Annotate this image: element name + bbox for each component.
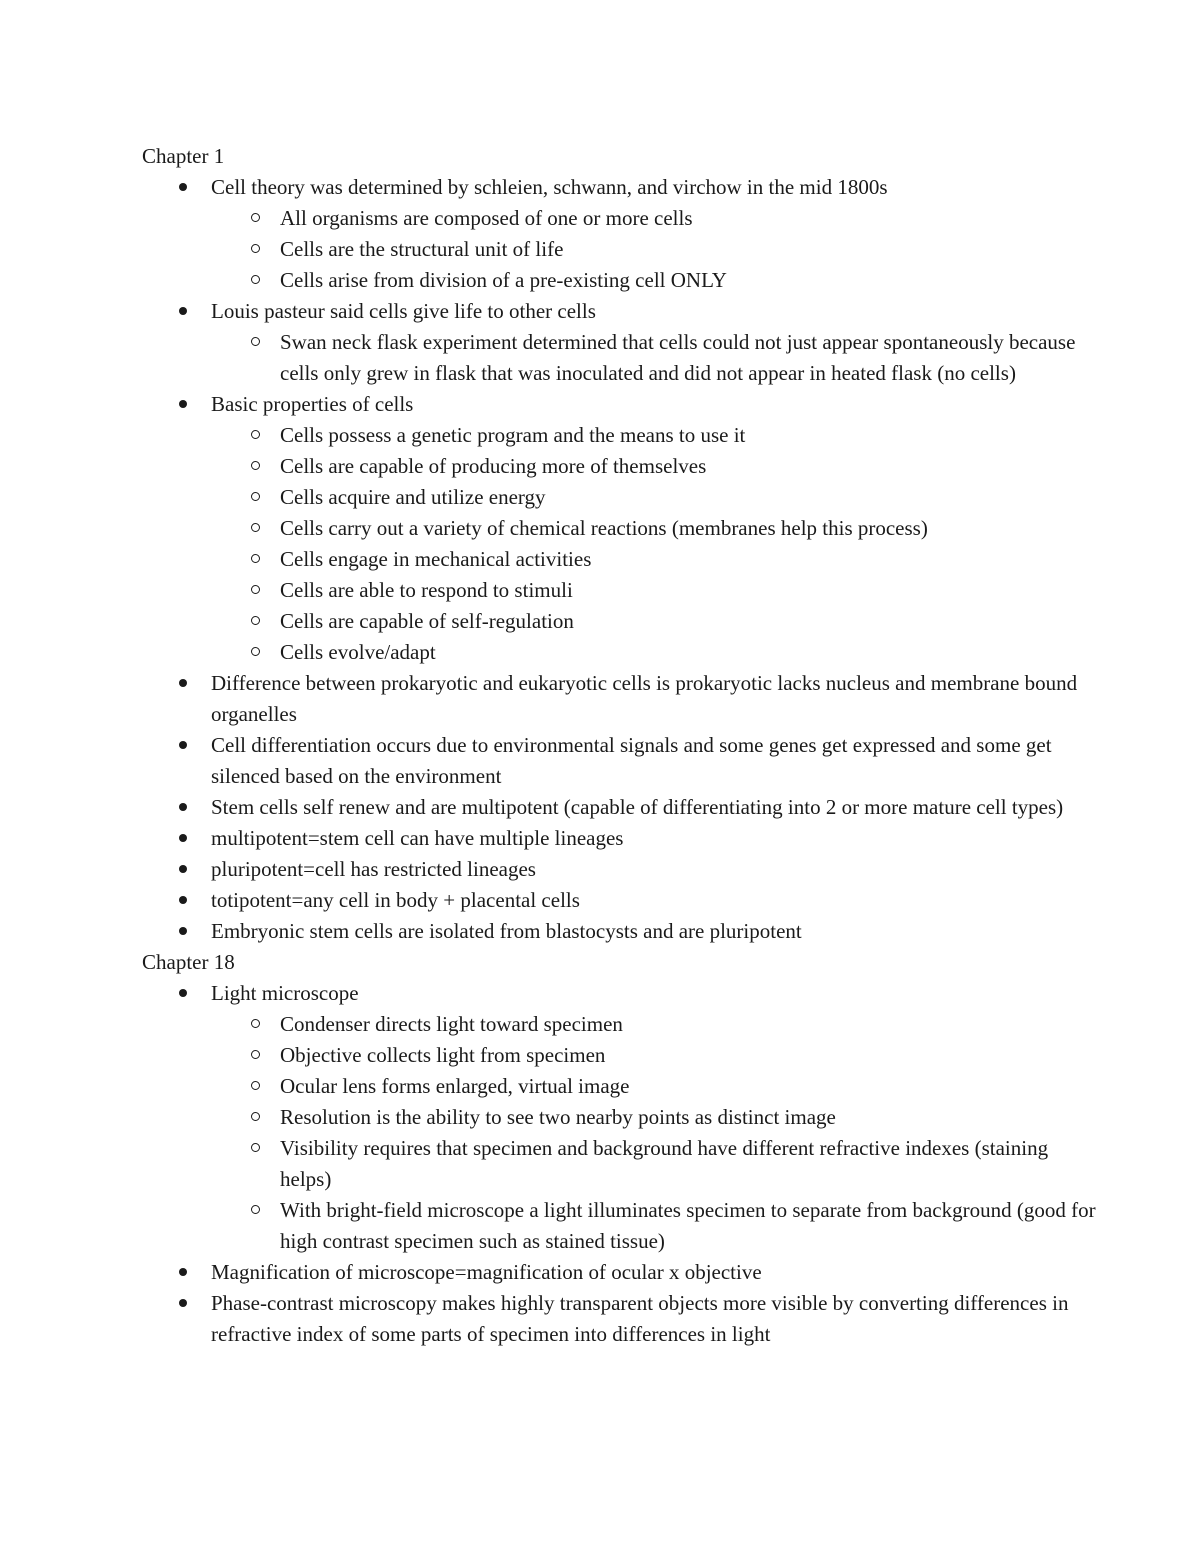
hollow-bullet-icon — [251, 430, 260, 439]
sub-bullet-item — [211, 513, 1102, 544]
filled-bullet-icon — [179, 834, 187, 842]
bullet-text: Cell differentiation occurs due to environmental signals and some genes get expressed and some get silenced based on the environment — [211, 733, 1052, 788]
sub-bullet-list — [211, 203, 1102, 296]
bullet-item — [142, 296, 1102, 389]
bullet-text: Magnification of microscope=magnification of ocular x objective — [211, 1260, 762, 1284]
bullet-text: Cell theory was determined by schleien, schwann, and virchow in the mid 1800s — [211, 175, 888, 199]
sub-bullet-item — [211, 1133, 1102, 1195]
bullet-list — [142, 978, 1102, 1350]
filled-bullet-icon — [179, 741, 187, 749]
bullet-item — [142, 792, 1102, 823]
sub-bullet-item — [211, 1195, 1102, 1257]
sub-bullet-list — [211, 420, 1102, 668]
filled-bullet-icon — [179, 896, 187, 904]
notes-content — [142, 141, 1102, 1350]
filled-bullet-icon — [179, 865, 187, 873]
bullet-item — [142, 172, 1102, 296]
bullet-item — [142, 1257, 1102, 1288]
bullet-item — [142, 854, 1102, 885]
hollow-bullet-icon — [251, 1143, 260, 1152]
sub-bullet-item — [211, 420, 1102, 451]
hollow-bullet-icon — [251, 585, 260, 594]
sub-bullet-item — [211, 606, 1102, 637]
hollow-bullet-icon — [251, 337, 260, 346]
hollow-bullet-icon — [251, 616, 260, 625]
sub-bullet-item — [211, 1071, 1102, 1102]
sub-bullet-text: Objective collects light from specimen — [280, 1043, 606, 1067]
bullet-text: Basic properties of cells — [211, 392, 414, 416]
bullet-text: Phase-contrast microscopy makes highly transparent objects more visible by converting differences in refractive index of some parts of specimen into differences in light — [211, 1291, 1069, 1346]
sub-bullet-text: Cells acquire and utilize energy — [280, 485, 546, 509]
sub-bullet-text: Cells are the structural unit of life — [280, 237, 564, 261]
sub-bullet-item — [211, 637, 1102, 668]
hollow-bullet-icon — [251, 244, 260, 253]
sub-bullet-item — [211, 265, 1102, 296]
bullet-item — [142, 916, 1102, 947]
sub-bullet-item — [211, 327, 1102, 389]
filled-bullet-icon — [179, 307, 187, 315]
filled-bullet-icon — [179, 679, 187, 687]
bullet-item — [142, 978, 1102, 1257]
hollow-bullet-icon — [251, 213, 260, 222]
sub-bullet-text: Condenser directs light toward specimen — [280, 1012, 623, 1036]
hollow-bullet-icon — [251, 275, 260, 284]
hollow-bullet-icon — [251, 523, 260, 532]
sub-bullet-list — [211, 327, 1102, 389]
chapter-heading: Chapter 1 — [142, 144, 225, 168]
sub-bullet-text: Cells evolve/adapt — [280, 640, 436, 664]
bullet-text: Louis pasteur said cells give life to other cells — [211, 299, 596, 323]
sub-bullet-item — [211, 203, 1102, 234]
sub-bullet-text: Cells possess a genetic program and the means to use it — [280, 423, 746, 447]
sub-bullet-text: Cells arise from division of a pre-existing cell ONLY — [280, 268, 727, 292]
bullet-item — [142, 730, 1102, 792]
filled-bullet-icon — [179, 989, 187, 997]
filled-bullet-icon — [179, 183, 187, 191]
bullet-text: totipotent=any cell in body + placental cells — [211, 888, 580, 912]
hollow-bullet-icon — [251, 492, 260, 501]
sub-bullet-text: Visibility requires that specimen and background have different refractive indexes (staining helps) — [280, 1136, 1049, 1191]
bullet-text: Stem cells self renew and are multipotent (capable of differentiating into 2 or more mature cell types) — [211, 795, 1064, 819]
bullet-text: multipotent=stem cell can have multiple lineages — [211, 826, 624, 850]
hollow-bullet-icon — [251, 1050, 260, 1059]
filled-bullet-icon — [179, 1268, 187, 1276]
sub-bullet-text: Resolution is the ability to see two nearby points as distinct image — [280, 1105, 836, 1129]
bullet-text: Embryonic stem cells are isolated from blastocysts and are pluripotent — [211, 919, 802, 943]
hollow-bullet-icon — [251, 1081, 260, 1090]
hollow-bullet-icon — [251, 1019, 260, 1028]
bullet-item — [142, 885, 1102, 916]
sub-bullet-item — [211, 1102, 1102, 1133]
hollow-bullet-icon — [251, 647, 260, 656]
filled-bullet-icon — [179, 400, 187, 408]
hollow-bullet-icon — [251, 461, 260, 470]
chapter-heading: Chapter 18 — [142, 950, 235, 974]
sub-bullet-text: Cells are capable of producing more of themselves — [280, 454, 707, 478]
bullet-text: Light microscope — [211, 981, 359, 1005]
sub-bullet-text: Cells are able to respond to stimuli — [280, 578, 573, 602]
sub-bullet-text: All organisms are composed of one or more cells — [280, 206, 693, 230]
sub-bullet-item — [211, 544, 1102, 575]
sub-bullet-text: Cells engage in mechanical activities — [280, 547, 592, 571]
sub-bullet-item — [211, 1009, 1102, 1040]
sub-bullet-text: Swan neck flask experiment determined that cells could not just appear spontaneously because cells only grew in flask that was inoculated and did not appear in heated flask (no cells) — [280, 330, 1076, 385]
sub-bullet-item — [211, 482, 1102, 513]
sub-bullet-list — [211, 1009, 1102, 1257]
hollow-bullet-icon — [251, 1205, 260, 1214]
hollow-bullet-icon — [251, 1112, 260, 1121]
bullet-text: Difference between prokaryotic and eukaryotic cells is prokaryotic lacks nucleus and membrane bound organelles — [211, 671, 1078, 726]
hollow-bullet-icon — [251, 554, 260, 563]
bullet-list — [142, 172, 1102, 947]
bullet-item — [142, 823, 1102, 854]
sub-bullet-text: Cells carry out a variety of chemical reactions (membranes help this process) — [280, 516, 928, 540]
bullet-item — [142, 1288, 1102, 1350]
sub-bullet-text: With bright-field microscope a light illuminates specimen to separate from background (good for high contrast specimen such as stained tissue) — [280, 1198, 1096, 1253]
sub-bullet-text: Cells are capable of self-regulation — [280, 609, 574, 633]
bullet-item — [142, 668, 1102, 730]
sub-bullet-item — [211, 575, 1102, 606]
sub-bullet-text: Ocular lens forms enlarged, virtual image — [280, 1074, 630, 1098]
sub-bullet-item — [211, 1040, 1102, 1071]
sub-bullet-item — [211, 451, 1102, 482]
bullet-item — [142, 389, 1102, 668]
sub-bullet-item — [211, 234, 1102, 265]
filled-bullet-icon — [179, 803, 187, 811]
filled-bullet-icon — [179, 927, 187, 935]
filled-bullet-icon — [179, 1299, 187, 1307]
bullet-text: pluripotent=cell has restricted lineages — [211, 857, 536, 881]
